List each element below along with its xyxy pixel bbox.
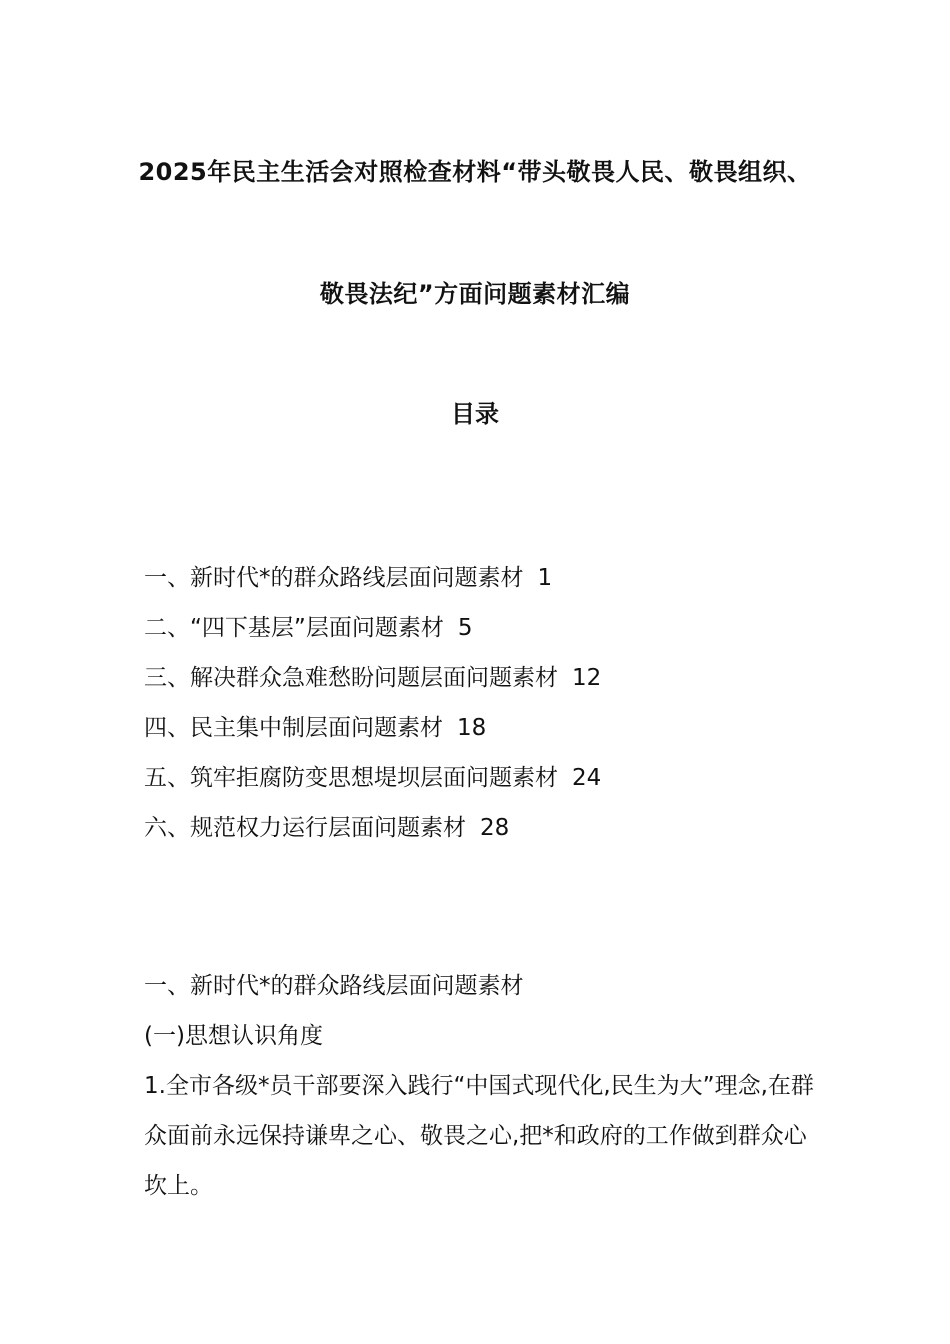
section-heading: 一、新时代*的群众路线层面问题素材 (144, 973, 524, 999)
toc-item-label: 二、“四下基层”层面问题素材 (144, 615, 444, 641)
toc-heading: 目录 (451, 400, 499, 428)
toc-item[interactable] (144, 611, 601, 661)
table-of-contents (144, 561, 601, 861)
toc-item-page: 1 (537, 565, 553, 591)
body-paragraph: 1.全市各级*员干部要深入践行“中国式现代化,民生为大”理念,在群众面前永远保持谦卑之心、敬畏之心,把*和政府的工作做到群众心坎上。 (144, 1073, 814, 1199)
toc-item-label: 六、规范权力运行层面问题素材 (144, 815, 466, 841)
toc-item-page: 18 (457, 715, 487, 741)
toc-item[interactable] (144, 561, 601, 611)
document-body (144, 961, 824, 1211)
toc-item[interactable] (144, 811, 601, 861)
toc-item-page: 12 (572, 665, 602, 691)
toc-item-page: 5 (457, 615, 473, 641)
toc-item-page: 24 (572, 765, 602, 791)
subsection-heading: (一)思想认识角度 (144, 1023, 323, 1049)
toc-item[interactable] (144, 711, 601, 761)
toc-item-label: 一、新时代*的群众路线层面问题素材 (144, 565, 524, 591)
document-title-line-1: 2025年民主生活会对照检查材料“带头敬畏人民、敬畏组织、 (138, 158, 812, 186)
toc-item[interactable] (144, 761, 601, 811)
toc-item-page: 28 (480, 815, 510, 841)
toc-item-label: 四、民主集中制层面问题素材 (144, 715, 443, 741)
document-title-line-2: 敬畏法纪”方面问题素材汇编 (319, 280, 631, 308)
toc-item[interactable] (144, 661, 601, 711)
toc-item-label: 三、解决群众急难愁盼问题层面问题素材 (144, 665, 558, 691)
toc-item-label: 五、筑牢拒腐防变思想堤坝层面问题素材 (144, 765, 558, 791)
